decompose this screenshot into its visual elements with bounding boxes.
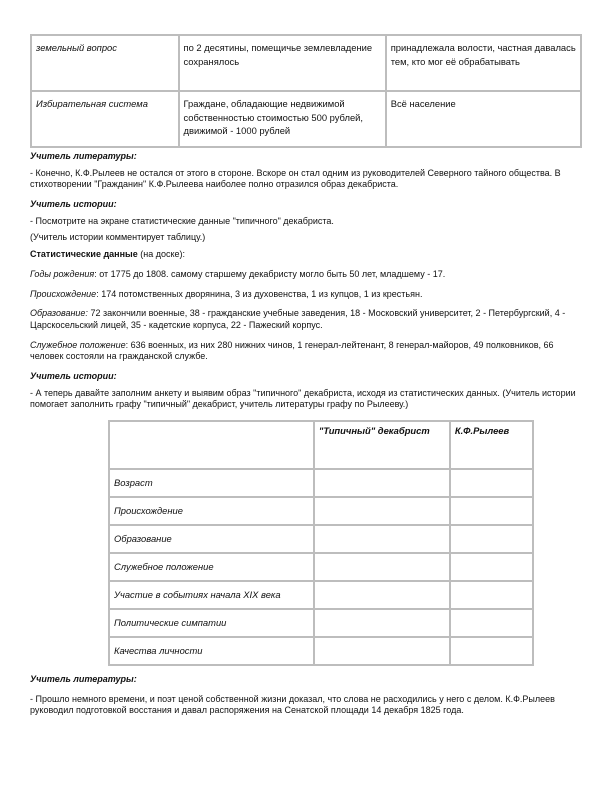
empty-cell	[450, 637, 533, 665]
empty-cell	[450, 581, 533, 609]
stat-value: 72 закончили военные, 38 - гражданские учебные заведения, 18 - Московский университет, 2 - Петербургский, 4 - Царскосельский лицей, 35 - кадетские корпуса, 22 - Пажеский корпус.	[30, 308, 566, 330]
paragraph	[30, 289, 582, 301]
paragraph: - Прошло немного времени, и поэт ценой собственной жизни доказал, что слова не расходились у него с делом. К.Ф.Рылеев руководил подготовкой восстания и давал распоряжения на Сенатской площади 14 декабря 1825 года.	[30, 693, 555, 716]
stat-key: Служебное положение	[30, 339, 126, 350]
table-row	[109, 609, 533, 637]
stat-value: : 636 военных, из них 280 нижних чинов, 1 генерал-лейтенант, 8 генерал-майоров, 49 полковников, 66 человек состояли на гражданской службе.	[30, 339, 554, 362]
table-cell: принадлежала волости, частная давалась тем, кто мог её обрабатывать	[386, 35, 581, 91]
table-header-cell: "Типичный" декабрист	[314, 421, 450, 469]
comparison-table	[30, 34, 582, 148]
speaker-heading: Учитель истории:	[30, 370, 117, 381]
table-row	[109, 497, 533, 525]
stat-value: : 174 потомственных дворянина, 3 из духовенства, 1 из купцов, 1 из крестьян.	[96, 288, 423, 299]
empty-cell	[314, 609, 450, 637]
empty-cell	[314, 497, 450, 525]
row-label: Происхождение	[109, 497, 314, 525]
stat-heading	[30, 249, 582, 261]
table-row	[31, 35, 581, 91]
empty-cell	[314, 637, 450, 665]
table-cell: земельный вопрос	[31, 35, 179, 91]
empty-cell	[314, 525, 450, 553]
empty-cell	[450, 497, 533, 525]
row-label: Политические симпатии	[109, 609, 314, 637]
paragraph: - Конечно, К.Ф.Рылеев не остался от этого в стороне. Вскоре он стал одним из руководителей Северного тайного общества. В стихотворении "Гражданин" К.Ф.Рылеева наиболее полно отразился образ декабриста.	[30, 167, 561, 190]
empty-cell	[450, 525, 533, 553]
speaker-heading: Учитель литературы:	[30, 151, 137, 161]
table-row	[109, 637, 533, 665]
row-label: Образование	[109, 525, 314, 553]
row-label: Служебное положение	[109, 553, 314, 581]
speaker-heading: Учитель истории:	[30, 199, 117, 210]
empty-cell	[450, 469, 533, 497]
empty-cell	[450, 609, 533, 637]
stat-suffix: (на доске):	[137, 249, 186, 260]
paragraph	[30, 308, 582, 331]
stat-key: Происхождение	[30, 288, 97, 299]
stat-label: Статистические данные	[30, 249, 138, 260]
empty-cell	[314, 469, 450, 497]
stat-value: : от 1775 до 1808. самому старшему декабристу могло быть 50 лет, младшему - 17.	[94, 268, 446, 279]
table-row	[109, 525, 533, 553]
row-label: Качества личности	[109, 637, 314, 665]
row-label: Участие в событиях начала XIX века	[109, 581, 314, 609]
table-cell: Всё население	[386, 91, 581, 147]
table-row	[109, 469, 533, 497]
survey-table	[108, 420, 534, 666]
paragraph	[30, 340, 582, 363]
table-header-cell	[109, 421, 314, 469]
paragraph	[30, 269, 582, 281]
paragraph: - А теперь давайте заполним анкету и выявим образ "типичного" декабриста, исходя из статистических данных. (Учитель истории помогает заполнить графу "типичный" декабрист, учитель литературы графу по Рылееву.)	[30, 387, 576, 410]
table-cell: по 2 десятины, помещичье землевладение сохранялось	[179, 35, 386, 91]
stat-key: Образование:	[30, 308, 88, 319]
speaker-heading: Учитель литературы:	[30, 674, 137, 684]
table-row	[109, 553, 533, 581]
table-row	[31, 91, 581, 147]
paragraph: (Учитель истории комментирует таблицу.)	[30, 232, 206, 243]
empty-cell	[314, 581, 450, 609]
empty-cell	[314, 553, 450, 581]
paragraph: - Посмотрите на экране статистические данные "типичного" декабриста.	[30, 215, 334, 226]
table-row	[109, 581, 533, 609]
stat-key: Годы рождения	[30, 268, 95, 279]
row-label: Возраст	[109, 469, 314, 497]
table-cell: Граждане, обладающие недвижимой собственностью стоимостью 500 рублей, движимой - 1000 рублей	[179, 91, 386, 147]
table-header-cell: К.Ф.Рылеев	[450, 421, 533, 469]
empty-cell	[450, 553, 533, 581]
table-cell: Избирательная система	[31, 91, 179, 147]
table-header-row	[109, 421, 533, 469]
document-page	[30, 34, 582, 717]
